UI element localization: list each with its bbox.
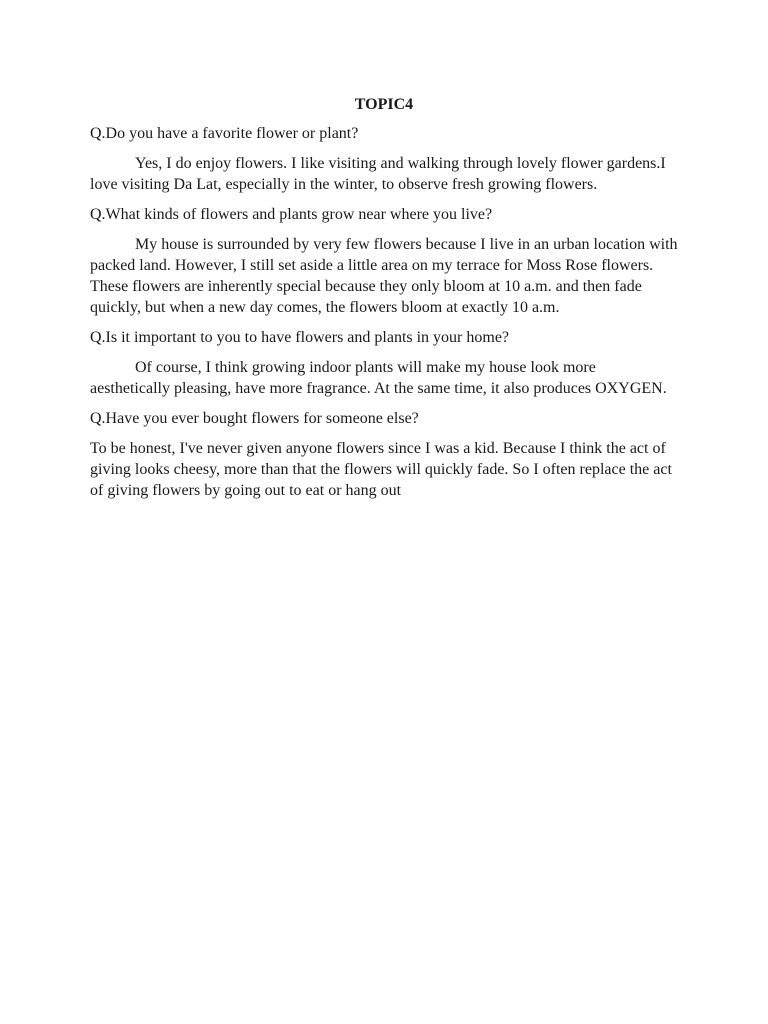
question-2: Q.What kinds of flowers and plants grow near where you live? [90, 206, 493, 223]
document-title: TOPIC4 [354, 96, 414, 113]
answer-1: Yes, I do enjoy flowers. I like visiting and walking through lovely flower gardens.I love visiting Da Lat, especially in the winter, to observe fresh growing flowers. [90, 155, 666, 193]
answer-3: Of course, I think growing indoor plants will make my house look more aesthetically pleasing, have more fragrance. At the same time, it also produces OXYGEN. [90, 359, 667, 397]
question-3: Q.Is it important to you to have flowers and plants in your home? [90, 329, 510, 346]
document-body [90, 94, 678, 510]
answer-2: My house is surrounded by very few flowers because I live in an urban location with packed land. However, I still set aside a little area on my terrace for Moss Rose flowers. These flowers are inherently special because they only bloom at 10 a.m. and then fade quickly, but when a new day comes, the flowers bloom at exactly 10 a.m. [90, 236, 678, 316]
question-4: Q.Have you ever bought flowers for someone else? [90, 410, 419, 427]
question-1: Q.Do you have a favorite flower or plant? [90, 125, 359, 142]
answer-4: To be honest, I've never given anyone flowers since I was a kid. Because I think the act of giving looks cheesy, more than that the flowers will quickly fade. So I often replace the act of giving flowers by going out to eat or hang out [90, 440, 672, 499]
